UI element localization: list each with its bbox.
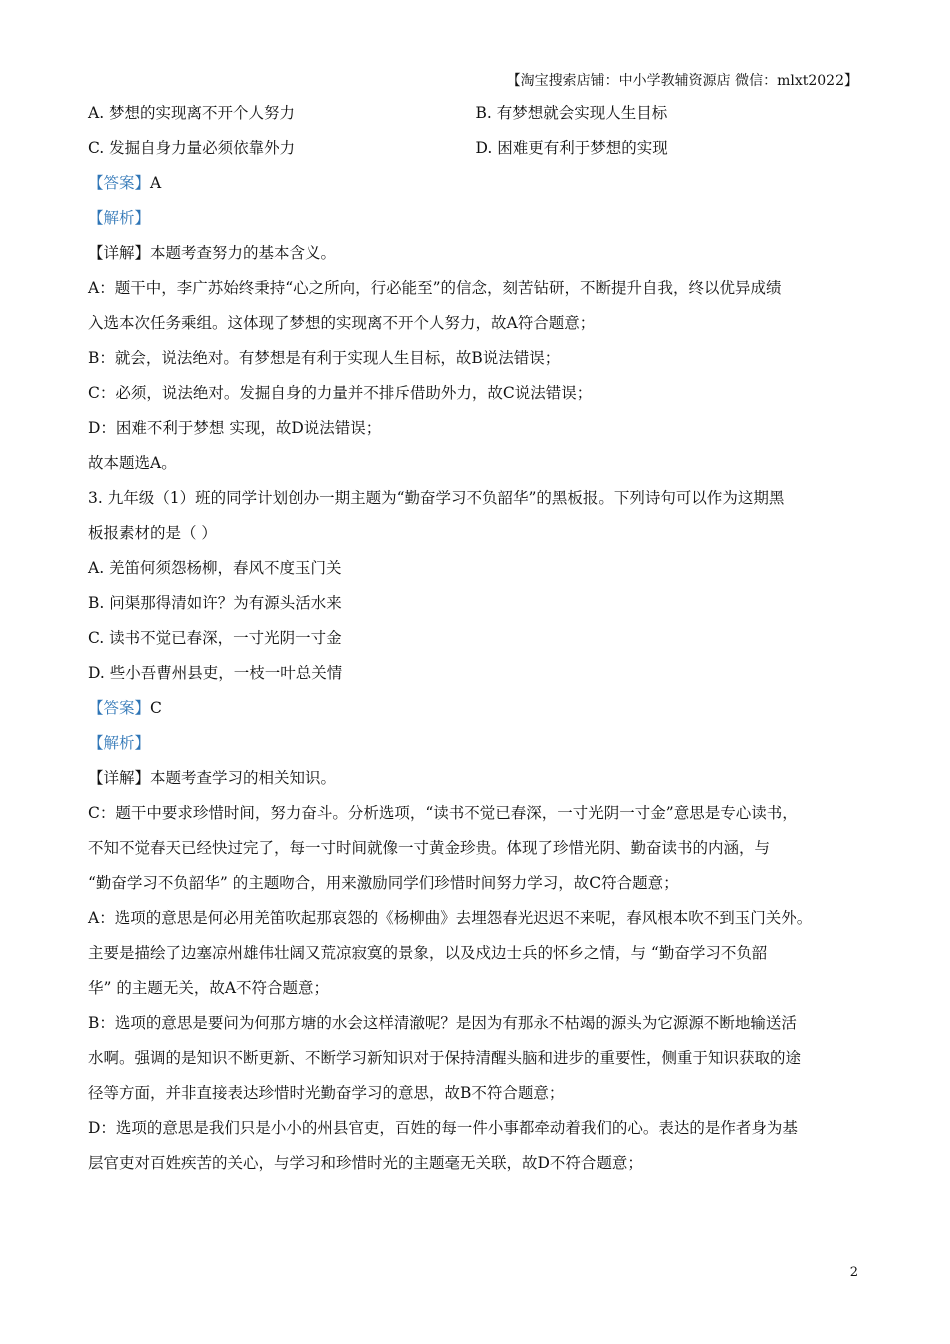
q3-explanation-line: 层官吏对百姓疾苦的关心，与学习和珍惜时光的主题毫无关联，故D不符合题意； — [88, 1154, 643, 1172]
q2-options-row-1 — [88, 96, 863, 131]
q2-option-d: D. 困难更有利于梦想的实现 — [475, 139, 668, 157]
q3-explanation-line: D：选项的意思是我们只是小小的州县官吏，百姓的每一件小事都牵动着我们的心。表达的是作者身为基 — [88, 1119, 798, 1137]
document-body — [88, 96, 863, 1181]
q2-option-b: B. 有梦想就会实现人生目标 — [475, 104, 668, 122]
q2-answer — [88, 166, 863, 201]
q2-explanation-line: C：必须，说法绝对。发掘自身的力量并不排斥借助外力，故C说法错误； — [88, 384, 593, 402]
q2-explanation-line: B：就会，说法绝对。有梦想是有利于实现人生目标，故B说法错误； — [88, 349, 561, 367]
q3-analysis-tag: 【解析】 — [88, 734, 151, 752]
q2-explanation-line: 【详解】本题考查努力的基本含义。 — [88, 244, 337, 262]
q2-options-row-2 — [88, 131, 863, 166]
q3-stem-line: 3. 九年级（1）班的同学计划创办一期主题为“勤奋学习不负韶华”的黑板报。下列诗句可以作为这期黑 — [88, 489, 785, 507]
q2-option-c: C. 发掘自身力量必须依靠外力 — [88, 139, 296, 157]
q3-explanation-line: A：选项的意思是何必用羌笛吹起那哀怨的《杨柳曲》去埋怨春光迟迟不来呢，春风根本吹不到玉门关外。 — [88, 909, 813, 927]
q3-option-a: A. 羌笛何须怨杨柳，春风不度玉门关 — [88, 559, 342, 577]
q2-explanation-line: 入选本次任务乘组。这体现了梦想的实现离不开个人努力，故A符合题意； — [88, 314, 596, 332]
q2-option-a: A. 梦想的实现离不开个人努力 — [88, 104, 296, 122]
page-number: 2 — [849, 1265, 858, 1280]
q3-explanation-line: B：选项的意思是要问为何那方塘的水会这样清澈呢？是因为有那永不枯竭的源头为它源源不断地输送活 — [88, 1014, 797, 1032]
q3-answer — [88, 691, 863, 726]
q3-option-b: B. 问渠那得清如许？为有源头活水来 — [88, 594, 342, 612]
header-note: 【淘宝搜索店铺：中小学教辅资源店 微信：mlxt2022】 — [506, 73, 858, 89]
q3-explanation-line: 径等方面，并非直接表达珍惜时光勤奋学习的意思，故B不符合题意； — [88, 1084, 565, 1102]
q3-explanation-line: C：题干中要求珍惜时间，努力奋斗。分析选项，“读书不觉已春深，一寸光阴一寸金”意思是专心读书， — [88, 804, 798, 822]
q3-explanation-line: 【详解】本题考查学习的相关知识。 — [88, 769, 337, 787]
answer-value: A — [150, 174, 162, 192]
q3-stem-line: 板报素材的是（ ） — [88, 524, 217, 542]
q3-explanation-line: 不知不觉春天已经快过完了，每一寸时间就像一寸黄金珍贵。体现了珍惜光阴、勤奋读书的内涵，与 — [88, 839, 771, 857]
q2-explanation-line: D：困难不利于梦想 实现，故D说法错误； — [88, 419, 382, 437]
q3-explanation-line: 华” 的主题无关，故A不符合题意； — [88, 979, 330, 997]
q3-option-d: D. 些小吾曹州县吏，一枝一叶总关情 — [88, 664, 343, 682]
q3-explanation-line: 主要是描绘了边塞凉州雄伟壮阔又荒凉寂寞的景象，以及戍边士兵的怀乡之情，与 “勤奋学习不负韶 — [88, 944, 768, 962]
q2-explanation-line: A：题干中，李广苏始终秉持“心之所向，行必能至”的信念，刻苦钻研，不断提升自我，终以优异成绩 — [88, 279, 782, 297]
answer-tag: 【答案】 — [88, 174, 151, 192]
answer-tag: 【答案】 — [88, 699, 151, 717]
q3-explanation-line: 水啊。强调的是知识不断更新、不断学习新知识对于保持清醒头脑和进步的重要性，侧重于知识获取的途 — [88, 1049, 802, 1067]
q3-explanation-line: “勤奋学习不负韶华” 的主题吻合，用来激励同学们珍惜时间努力学习，故C符合题意； — [88, 874, 679, 892]
q2-analysis-tag: 【解析】 — [88, 209, 151, 227]
q2-explanation-line: 故本题选A。 — [88, 454, 177, 472]
answer-value: C — [150, 699, 162, 717]
q3-option-c: C. 读书不觉已春深，一寸光阴一寸金 — [88, 629, 342, 647]
